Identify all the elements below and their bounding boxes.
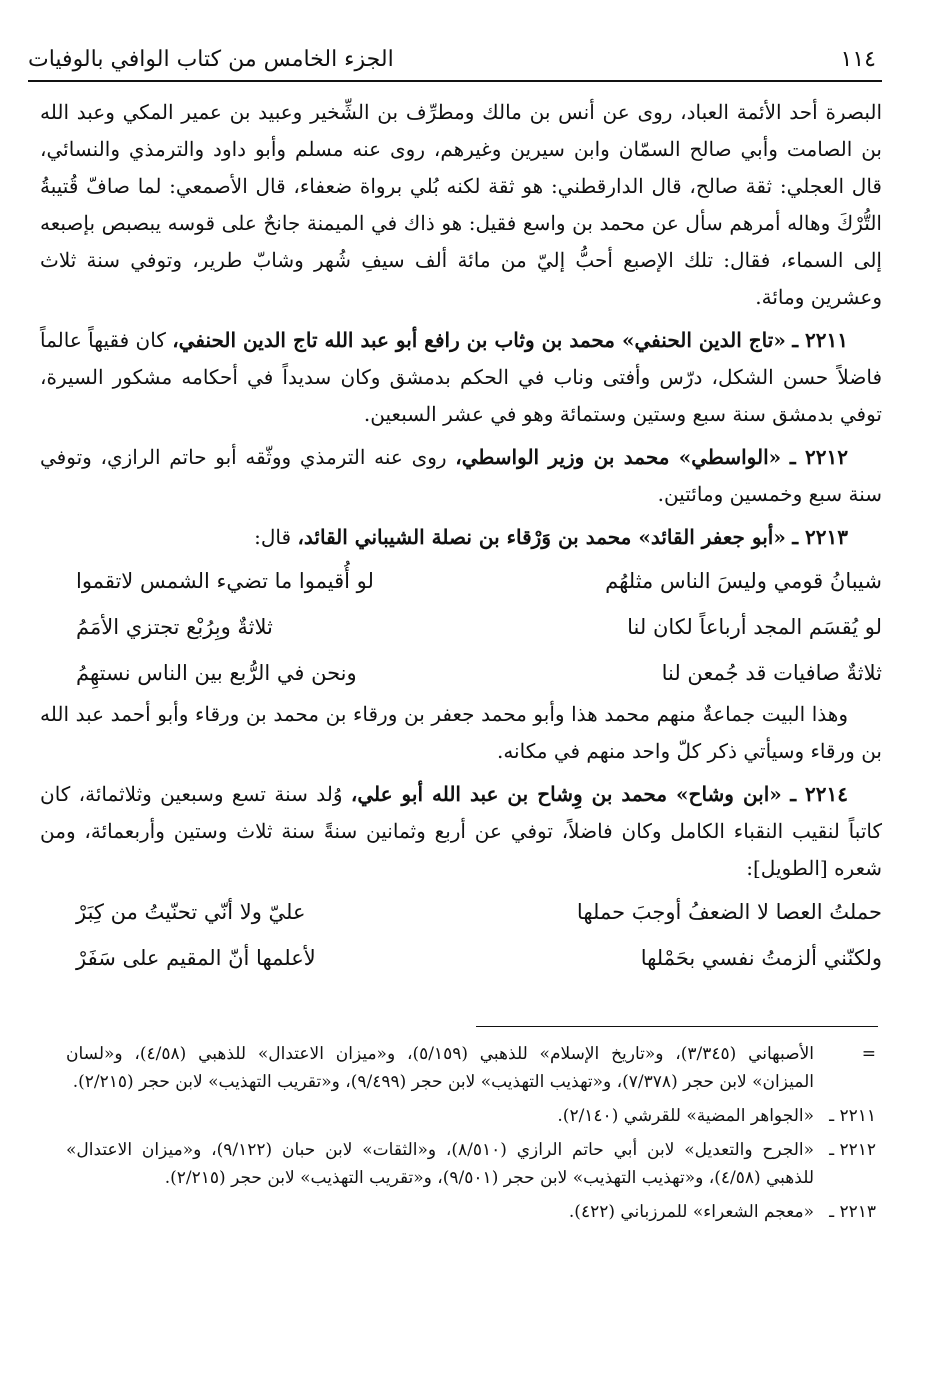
entry-text: روى عنه الترمذي ووثّقه أبو حاتم الرازي، وتوفي سنة سبع وخمسين ومائتين. — [40, 445, 882, 506]
verse — [40, 650, 882, 696]
hemistich-first: ثلاثةٌ صافيات قد جُمعن لنا — [661, 660, 882, 685]
entry-number: ٢٢١٤ ـ — [790, 782, 848, 806]
footnote-number: = — [861, 1044, 876, 1064]
footnote-text: «الجواهر المضية» للقرشي (٢/١٤٠). — [557, 1106, 814, 1126]
footnote — [66, 1102, 876, 1130]
hemistich-second: لأعلمها أنّ المقيم على سَفَرْ — [76, 945, 316, 970]
entry-2214 — [40, 776, 882, 887]
verse — [40, 558, 882, 604]
footnotes — [66, 1040, 876, 1232]
entry-number: ٢٢١٢ ـ — [789, 445, 849, 469]
entry-heading: «تاج الدين الحنفي» محمد بن وثاب بن رافع أبو عبد الله تاج الدين الحنفي، — [172, 328, 786, 352]
poem-2214 — [40, 889, 882, 981]
running-title: الجزء الخامس من كتاب الوافي بالوفيات — [28, 47, 394, 72]
entry-text: وُلد سنة تسع وسبعين وثلاثمائة، كان كاتباً لنقيب النقباء الكامل وكان فاضلاً، توفي عن أربع وثمانين سنةً سنة ثلاث وستين وأربعمائة، ومن شعره [الطويل]: — [40, 782, 882, 880]
footnote — [66, 1040, 876, 1096]
hemistich-first: حملتُ العصا لا الضعفُ أوجبَ حملها — [576, 899, 882, 924]
footnote-text: «الجرح والتعديل» لابن أبي حاتم الرازي (٨/٥١٠)، و«الثقات» لابن حبان (٩/١٢٢)، و«ميزان الاعتدال» للذهبي (٤/٥٨)، و«تهذيب التهذيب» لابن حجر (٩/٥٠١)، و«تقريب التهذيب» لابن حجر (٢/٢١٥). — [66, 1140, 815, 1188]
hemistich-second: عليّ ولا أنّي تحنّيتُ من كِبَرْ — [76, 899, 306, 924]
footnote-text: «معجم الشعراء» للمرزباني (٤٢٢). — [568, 1202, 814, 1222]
verse — [40, 604, 882, 650]
entry-2211 — [40, 322, 882, 433]
running-header — [28, 32, 876, 72]
entry-heading: «ابن وشاح» محمد بن وِشاح بن عبد الله أبو علي، — [350, 782, 782, 806]
footnote — [66, 1136, 876, 1192]
hemistich-first: لو يُقسَم المجد أرباعاً لكان لنا — [627, 614, 882, 639]
footnote-rule — [476, 1026, 878, 1027]
hemistich-second: ونحن في الرُّبع بين الناس نستهِمُ — [76, 660, 357, 685]
footnote-number: ٢٢١٣ ـ — [829, 1202, 876, 1222]
footnote-number: ٢٢١٢ ـ — [829, 1140, 876, 1160]
footnote-text: الأصبهاني (٣/٣٤٥)، و«تاريخ الإسلام» للذهبي (٥/١٥٩)، و«ميزان الاعتدال» للذهبي (٤/٥٨)، و«لسان الميزان» لابن حجر (٧/٣٧٨)، و«تهذيب التهذيب» لابن حجر (٩/٤٩٩)، و«تقريب التهذيب» لابن حجر (٢/٢١٥). — [66, 1044, 814, 1092]
verse — [40, 889, 882, 935]
entry-number: ٢٢١٣ ـ — [792, 525, 848, 549]
hemistich-second: لو أُقيموا ما تضيء الشمس لاتقموا — [76, 568, 374, 593]
page-number: ١١٤ — [840, 47, 876, 72]
entry-2212 — [40, 439, 882, 513]
entry-heading: «أبو جعفر القائد» محمد بن وَرْقاء بن نصلة الشيباني القائد، — [297, 525, 786, 549]
poem-2213 — [40, 558, 882, 696]
footnote-number: ٢٢١١ ـ — [829, 1106, 876, 1126]
entry-2213 — [40, 519, 882, 556]
continuation-paragraph: البصرة أحد الأئمة العباد، روى عن أنس بن مالك ومطرِّف بن الشِّخير وعبيد بن عمير المكي وعبد الله بن الصامت وأبي صالح السمّان وابن سيرين وغيرهم، روى عنه مسلم وأبو داود والترمذي والنسائي، قال العجلي: ثقة صالح، قال الدارقطني: هو ثقة لكنه بُلي برواة ضعفاء، قال الأصمعي: لما صافّ قُتيبةُ التُّرْكَ وهاله أمرهم سأل عن محمد بن واسع فقيل: هو ذاك في الميمنة جانحٌ على قوسه يبصبص بإصبعه إلى السماء، فقال: تلك الإصبع أحبُّ إليّ من مائة ألف سيفِ شُهر وشابّ طرير، وتوفي سنة ثلاث وعشرين ومائة. — [40, 100, 882, 309]
hemistich-second: ثلاثةٌ وبِرُبْع تجتزي الأمَمُ — [76, 614, 273, 639]
entry-text: قال: — [254, 525, 292, 549]
entry-heading: «الواسطي» محمد بن وزير الواسطي، — [455, 445, 782, 469]
entry-number: ٢٢١١ ـ — [792, 328, 849, 352]
main-text — [40, 94, 882, 981]
header-rule — [28, 80, 882, 82]
footnote — [66, 1198, 876, 1226]
entry-text: كان فقيهاً عالماً فاضلاً حسن الشكل، درّس وأفتى وناب في الحكم بدمشق وكان سديداً في أحكامه مشكور السيرة، توفي بدمشق سنة سبع وستين وستمائة وهو في عشر السبعين. — [40, 328, 882, 426]
verse — [40, 935, 882, 981]
hemistich-first: شيبانُ قومي وليسَ الناس مثلهُم — [605, 568, 882, 593]
entry-2213-after: وهذا البيت جماعةٌ منهم محمد هذا وأبو محمد جعفر بن ورقاء بن محمد بن ورقاء وأبو أحمد عبد الله بن ورقاء وسيأتي ذكر كلّ واحد منهم في مكانه. — [40, 702, 882, 763]
hemistich-first: ولكنّني ألزمتُ نفسي بحَمْلها — [640, 945, 882, 970]
